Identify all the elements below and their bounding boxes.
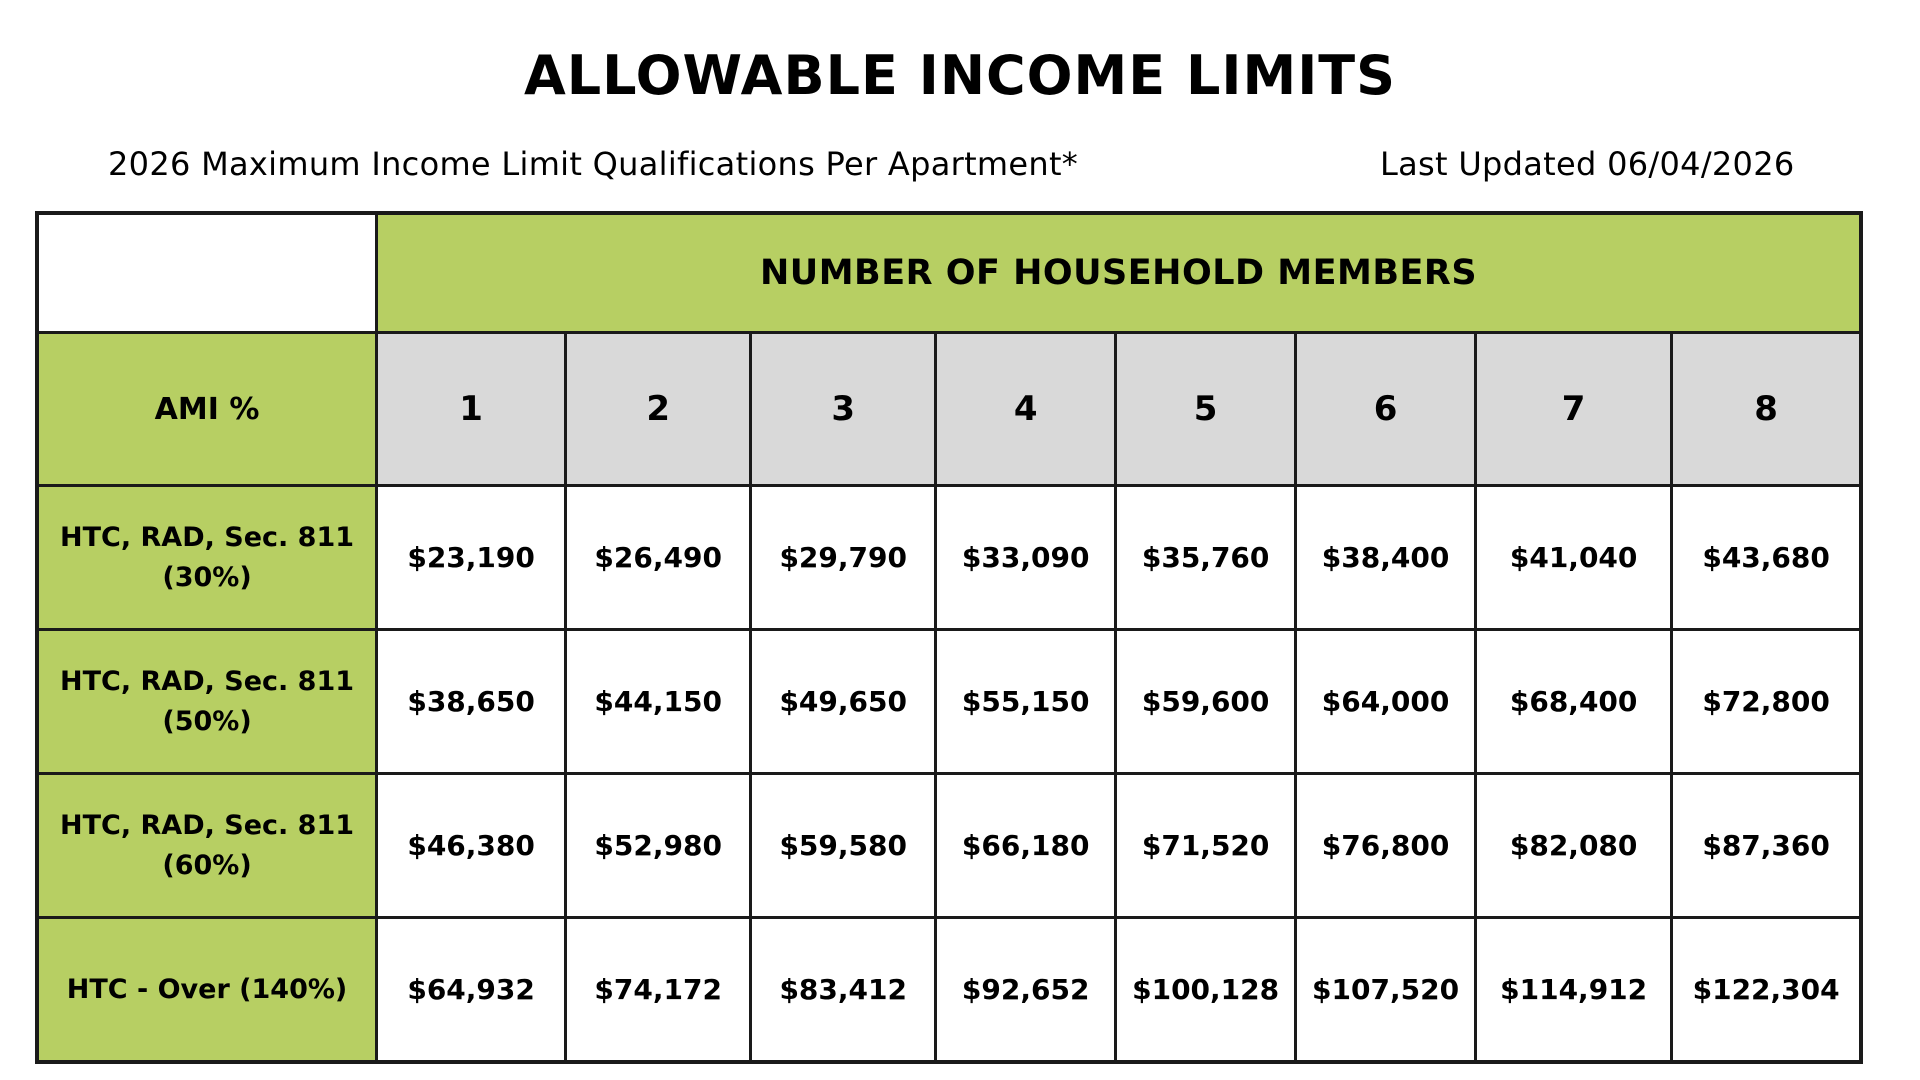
- income-limit-cell: $46,380: [377, 774, 566, 918]
- household-size-header-1: 1: [377, 333, 566, 486]
- household-size-header-5: 5: [1116, 333, 1296, 486]
- income-limit-cell: $74,172: [566, 918, 751, 1063]
- income-limit-cell: $43,680: [1672, 486, 1861, 630]
- income-limit-cell: $68,400: [1476, 630, 1672, 774]
- income-limit-cell: $71,520: [1116, 774, 1296, 918]
- income-limit-cell: $83,412: [751, 918, 936, 1063]
- income-limit-cell: $44,150: [566, 630, 751, 774]
- ami-category-label-text: HTC, RAD, Sec. 811 (50%): [60, 665, 355, 737]
- income-limit-cell: $76,800: [1296, 774, 1476, 918]
- ami-category-label-text: HTC, RAD, Sec. 811 (30%): [60, 521, 355, 593]
- ami-category-label: [37, 774, 377, 918]
- corner-cell: [37, 213, 377, 333]
- income-limit-cell: $38,400: [1296, 486, 1476, 630]
- income-limit-cell: $33,090: [936, 486, 1116, 630]
- income-limit-cell: $41,040: [1476, 486, 1672, 630]
- income-limit-cell: $64,000: [1296, 630, 1476, 774]
- income-limit-cell: $35,760: [1116, 486, 1296, 630]
- income-limit-cell: $38,650: [377, 630, 566, 774]
- income-limit-cell: $92,652: [936, 918, 1116, 1063]
- income-limit-cell: $59,600: [1116, 630, 1296, 774]
- income-limit-cell: $64,932: [377, 918, 566, 1063]
- income-limit-cell: $26,490: [566, 486, 751, 630]
- household-size-header-4: 4: [936, 333, 1116, 486]
- income-limit-cell: $114,912: [1476, 918, 1672, 1063]
- income-limit-cell: $23,190: [377, 486, 566, 630]
- group-header-row: [37, 213, 1861, 333]
- page-title: ALLOWABLE INCOME LIMITS: [523, 44, 1397, 107]
- income-limit-cell: $72,800: [1672, 630, 1861, 774]
- household-size-header-7: 7: [1476, 333, 1672, 486]
- household-size-header-3: 3: [751, 333, 936, 486]
- income-limit-cell: $55,150: [936, 630, 1116, 774]
- income-limit-cell: $82,080: [1476, 774, 1672, 918]
- column-header-row: [37, 333, 1861, 486]
- ami-category-label: [37, 630, 377, 774]
- income-limit-cell: $66,180: [936, 774, 1116, 918]
- household-size-header-6: 6: [1296, 333, 1476, 486]
- income-limit-cell: $107,520: [1296, 918, 1476, 1063]
- table-row: [37, 630, 1861, 774]
- table-row: [37, 918, 1861, 1063]
- table-row: [37, 774, 1861, 918]
- income-limit-cell: $59,580: [751, 774, 936, 918]
- income-limit-cell: $87,360: [1672, 774, 1861, 918]
- ami-percent-header: AMI %: [37, 333, 377, 486]
- income-limit-cell: $100,128: [1116, 918, 1296, 1063]
- page-subtitle: 2026 Maximum Income Limit Qualifications Per Apartment*: [108, 145, 1079, 183]
- ami-category-label-text: HTC - Over (140%): [66, 973, 348, 1005]
- household-members-header: NUMBER OF HOUSEHOLD MEMBERS: [377, 213, 1861, 333]
- income-limit-cell: $122,304: [1672, 918, 1861, 1063]
- ami-category-label: [37, 918, 377, 1063]
- table-row: [37, 486, 1861, 630]
- income-limit-cell: $29,790: [751, 486, 936, 630]
- income-limits-table: [35, 211, 1863, 1064]
- household-size-header-8: 8: [1672, 333, 1861, 486]
- ami-category-label: [37, 486, 377, 630]
- ami-category-label-text: HTC, RAD, Sec. 811 (60%): [60, 809, 355, 881]
- household-size-header-2: 2: [566, 333, 751, 486]
- last-updated-date: Last Updated 06/04/2026: [1380, 145, 1795, 183]
- income-limit-cell: $49,650: [751, 630, 936, 774]
- income-limit-cell: $52,980: [566, 774, 751, 918]
